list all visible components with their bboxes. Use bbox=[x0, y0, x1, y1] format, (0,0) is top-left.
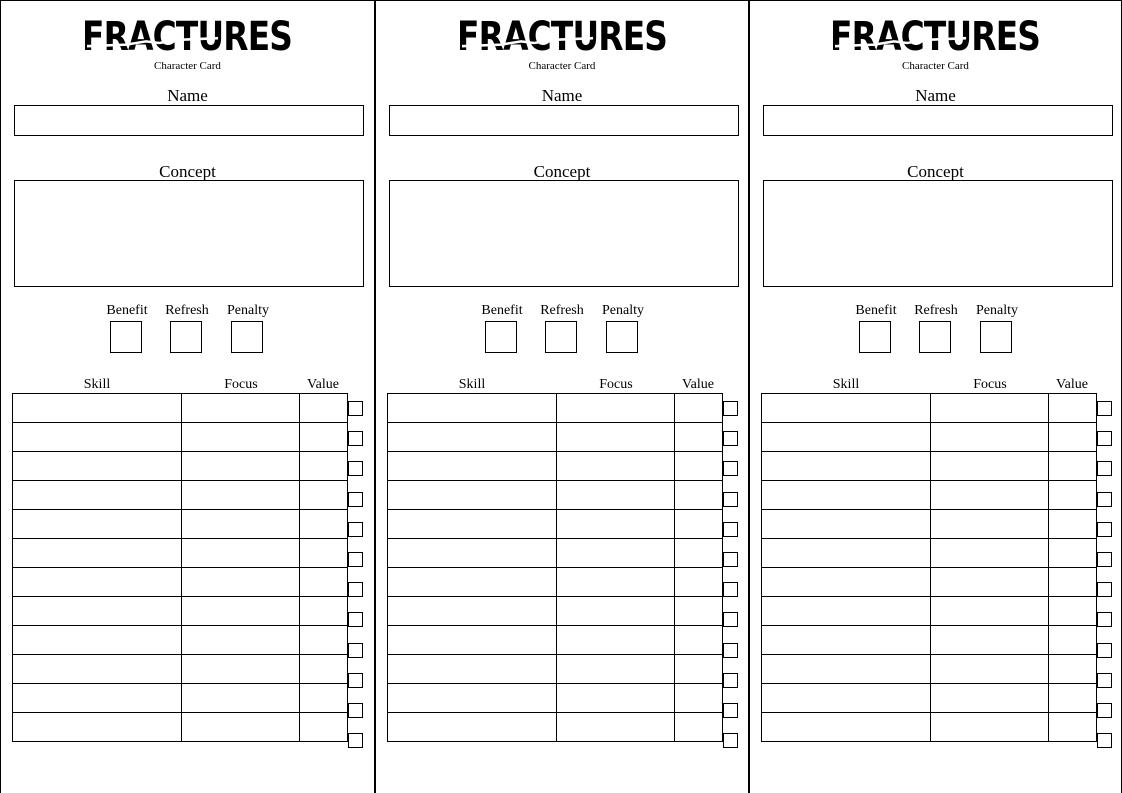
skill-row bbox=[762, 510, 1097, 539]
row-checkbox[interactable] bbox=[1097, 582, 1112, 597]
skill-cell[interactable] bbox=[388, 481, 557, 510]
value-cell[interactable] bbox=[1049, 452, 1097, 481]
refresh-box[interactable] bbox=[545, 321, 577, 353]
concept-label: Concept bbox=[159, 162, 216, 181]
row-checkbox[interactable] bbox=[723, 582, 738, 597]
penalty-label: Penalty bbox=[976, 303, 1018, 318]
value-cell[interactable] bbox=[1049, 394, 1097, 423]
skill-row bbox=[762, 539, 1097, 568]
row-checkbox[interactable] bbox=[348, 733, 363, 748]
concept-label: Concept bbox=[907, 162, 964, 181]
skill-table bbox=[12, 393, 348, 742]
value-cell[interactable] bbox=[300, 423, 348, 452]
skill-row bbox=[13, 452, 348, 481]
skill-column-header: Skill bbox=[83, 377, 111, 392]
concept-field[interactable] bbox=[763, 180, 1113, 287]
focus-cell[interactable] bbox=[557, 481, 675, 510]
row-checkbox[interactable] bbox=[723, 401, 738, 416]
skill-row bbox=[13, 539, 348, 568]
value-cell[interactable] bbox=[675, 481, 723, 510]
row-checkboxes bbox=[348, 401, 363, 763]
value-cell[interactable] bbox=[1049, 568, 1097, 597]
skill-row bbox=[388, 452, 723, 481]
skill-column-header: Skill bbox=[832, 377, 860, 392]
focus-cell[interactable] bbox=[931, 655, 1049, 684]
skill-row bbox=[762, 394, 1097, 423]
value-cell[interactable] bbox=[1049, 626, 1097, 655]
skill-row bbox=[13, 626, 348, 655]
name-label: Name bbox=[915, 86, 956, 105]
skill-row bbox=[13, 684, 348, 713]
skill-row bbox=[388, 510, 723, 539]
focus-cell[interactable] bbox=[557, 684, 675, 713]
row-checkbox[interactable] bbox=[1097, 673, 1112, 688]
skill-row bbox=[13, 655, 348, 684]
value-cell[interactable] bbox=[675, 452, 723, 481]
skill-cell[interactable] bbox=[762, 539, 931, 568]
refresh-label: Refresh bbox=[165, 303, 209, 318]
row-checkbox[interactable] bbox=[1097, 612, 1112, 627]
skill-row bbox=[13, 713, 348, 742]
skill-cell[interactable] bbox=[13, 539, 182, 568]
value-cell[interactable] bbox=[1049, 655, 1097, 684]
row-checkbox[interactable] bbox=[723, 703, 738, 718]
row-checkbox[interactable] bbox=[1097, 401, 1112, 416]
skill-row bbox=[388, 539, 723, 568]
skill-row bbox=[762, 684, 1097, 713]
row-checkbox[interactable] bbox=[1097, 703, 1112, 718]
logo-crack-line bbox=[87, 38, 218, 46]
focus-cell[interactable] bbox=[182, 684, 300, 713]
skill-row bbox=[13, 597, 348, 626]
skill-column-header: Skill bbox=[458, 377, 486, 392]
skill-cell[interactable] bbox=[13, 423, 182, 452]
skill-row bbox=[388, 423, 723, 452]
name-field[interactable] bbox=[763, 105, 1113, 136]
skill-row bbox=[762, 423, 1097, 452]
value-cell[interactable] bbox=[1049, 481, 1097, 510]
value-cell[interactable] bbox=[675, 626, 723, 655]
skill-row bbox=[388, 394, 723, 423]
skill-cell[interactable] bbox=[13, 481, 182, 510]
focus-column-header: Focus bbox=[224, 377, 258, 392]
row-checkbox[interactable] bbox=[1097, 643, 1112, 658]
skill-row bbox=[762, 626, 1097, 655]
skill-row bbox=[388, 713, 723, 742]
focus-cell[interactable] bbox=[182, 481, 300, 510]
row-checkbox[interactable] bbox=[723, 431, 738, 446]
focus-column-header: Focus bbox=[599, 377, 633, 392]
skill-cell[interactable] bbox=[13, 655, 182, 684]
skill-cell[interactable] bbox=[762, 481, 931, 510]
focus-cell[interactable] bbox=[931, 713, 1049, 742]
focus-cell[interactable] bbox=[557, 539, 675, 568]
value-cell[interactable] bbox=[1049, 684, 1097, 713]
focus-cell[interactable] bbox=[931, 423, 1049, 452]
row-checkbox[interactable] bbox=[723, 552, 738, 567]
row-checkbox[interactable] bbox=[348, 431, 363, 446]
skill-table bbox=[387, 393, 723, 742]
character-card bbox=[748, 0, 1122, 793]
row-checkbox[interactable] bbox=[723, 522, 738, 537]
value-cell[interactable] bbox=[300, 597, 348, 626]
value-cell[interactable] bbox=[300, 394, 348, 423]
row-checkbox[interactable] bbox=[348, 673, 363, 688]
name-field[interactable] bbox=[389, 105, 739, 136]
skill-cell[interactable] bbox=[762, 568, 931, 597]
skill-cell[interactable] bbox=[388, 394, 557, 423]
row-checkbox[interactable] bbox=[348, 582, 363, 597]
logo-title: FRACTURES bbox=[82, 14, 293, 60]
focus-cell[interactable] bbox=[557, 626, 675, 655]
benefit-box[interactable] bbox=[859, 321, 891, 353]
row-checkbox[interactable] bbox=[348, 552, 363, 567]
refresh-box[interactable] bbox=[170, 321, 202, 353]
skill-cell[interactable] bbox=[388, 655, 557, 684]
penalty-box[interactable] bbox=[980, 321, 1012, 353]
value-cell[interactable] bbox=[675, 684, 723, 713]
skill-cell[interactable] bbox=[388, 452, 557, 481]
skill-row bbox=[762, 655, 1097, 684]
skill-cell[interactable] bbox=[388, 568, 557, 597]
value-cell[interactable] bbox=[675, 568, 723, 597]
value-cell[interactable] bbox=[300, 452, 348, 481]
value-cell[interactable] bbox=[300, 510, 348, 539]
focus-cell[interactable] bbox=[931, 539, 1049, 568]
skill-cell[interactable] bbox=[762, 452, 931, 481]
row-checkboxes bbox=[723, 401, 738, 763]
value-cell[interactable] bbox=[675, 597, 723, 626]
penalty-label: Penalty bbox=[227, 303, 269, 318]
value-cell[interactable] bbox=[1049, 539, 1097, 568]
logo-crack-line bbox=[835, 38, 966, 46]
benefit-box[interactable] bbox=[110, 321, 142, 353]
concept-field[interactable] bbox=[389, 180, 739, 287]
refresh-label: Refresh bbox=[914, 303, 958, 318]
skill-cell[interactable] bbox=[13, 568, 182, 597]
focus-cell[interactable] bbox=[557, 713, 675, 742]
row-checkbox[interactable] bbox=[1097, 492, 1112, 507]
skill-cell[interactable] bbox=[13, 452, 182, 481]
value-cell[interactable] bbox=[300, 655, 348, 684]
name-label: Name bbox=[167, 86, 208, 105]
focus-cell[interactable] bbox=[182, 510, 300, 539]
skill-cell[interactable] bbox=[762, 423, 931, 452]
character-card bbox=[374, 0, 748, 793]
row-checkbox[interactable] bbox=[348, 492, 363, 507]
focus-cell[interactable] bbox=[931, 452, 1049, 481]
row-checkboxes bbox=[1097, 401, 1112, 763]
focus-cell[interactable] bbox=[557, 423, 675, 452]
value-cell[interactable] bbox=[675, 655, 723, 684]
skill-cell[interactable] bbox=[13, 510, 182, 539]
row-checkbox[interactable] bbox=[348, 522, 363, 537]
value-cell[interactable] bbox=[675, 713, 723, 742]
focus-cell[interactable] bbox=[557, 394, 675, 423]
value-cell[interactable] bbox=[300, 684, 348, 713]
focus-cell[interactable] bbox=[557, 655, 675, 684]
skill-row bbox=[762, 568, 1097, 597]
row-checkbox[interactable] bbox=[348, 643, 363, 658]
concept-label: Concept bbox=[533, 162, 591, 181]
skill-cell[interactable] bbox=[762, 394, 931, 423]
row-checkbox[interactable] bbox=[348, 401, 363, 416]
skill-cell[interactable] bbox=[388, 539, 557, 568]
row-checkbox[interactable] bbox=[723, 461, 738, 476]
focus-cell[interactable] bbox=[182, 539, 300, 568]
focus-cell[interactable] bbox=[182, 423, 300, 452]
skill-row bbox=[13, 481, 348, 510]
skill-cell[interactable] bbox=[388, 713, 557, 742]
skill-row bbox=[13, 568, 348, 597]
character-card bbox=[0, 0, 374, 793]
focus-cell[interactable] bbox=[182, 452, 300, 481]
row-checkbox[interactable] bbox=[723, 643, 738, 658]
value-cell[interactable] bbox=[675, 510, 723, 539]
logo-title: FRACTURES bbox=[830, 14, 1041, 60]
logo-subtitle: Character Card bbox=[154, 60, 221, 72]
logo-crack-line bbox=[462, 38, 593, 46]
focus-cell[interactable] bbox=[931, 684, 1049, 713]
focus-cell[interactable] bbox=[182, 597, 300, 626]
benefit-label: Benefit bbox=[106, 303, 148, 318]
logo-subtitle: Character Card bbox=[528, 60, 596, 72]
logo-crack-mark bbox=[462, 35, 593, 51]
skill-row bbox=[762, 452, 1097, 481]
row-checkbox[interactable] bbox=[723, 612, 738, 627]
skill-row bbox=[13, 510, 348, 539]
value-column-header: Value bbox=[682, 377, 714, 392]
focus-cell[interactable] bbox=[182, 713, 300, 742]
row-checkbox[interactable] bbox=[348, 461, 363, 476]
logo-subtitle: Character Card bbox=[902, 60, 969, 72]
focus-cell[interactable] bbox=[182, 568, 300, 597]
skill-cell[interactable] bbox=[13, 713, 182, 742]
skill-table bbox=[761, 393, 1097, 742]
logo-title: FRACTURES bbox=[456, 14, 668, 60]
skill-cell[interactable] bbox=[13, 394, 182, 423]
row-checkbox[interactable] bbox=[348, 703, 363, 718]
skill-cell[interactable] bbox=[13, 684, 182, 713]
penalty-box[interactable] bbox=[231, 321, 263, 353]
value-cell[interactable] bbox=[1049, 423, 1097, 452]
row-checkbox[interactable] bbox=[723, 673, 738, 688]
skill-cell[interactable] bbox=[762, 655, 931, 684]
value-cell[interactable] bbox=[675, 423, 723, 452]
refresh-box[interactable] bbox=[919, 321, 951, 353]
skill-row bbox=[388, 684, 723, 713]
refresh-label: Refresh bbox=[540, 303, 584, 318]
skill-row bbox=[388, 568, 723, 597]
value-cell[interactable] bbox=[675, 539, 723, 568]
focus-cell[interactable] bbox=[557, 452, 675, 481]
skill-row bbox=[388, 626, 723, 655]
skill-cell[interactable] bbox=[388, 684, 557, 713]
value-cell[interactable] bbox=[1049, 597, 1097, 626]
skill-cell[interactable] bbox=[762, 597, 931, 626]
skill-cell[interactable] bbox=[762, 510, 931, 539]
logo-crack-mark bbox=[835, 35, 966, 51]
fractures-logo bbox=[376, 14, 748, 77]
skill-cell[interactable] bbox=[388, 423, 557, 452]
value-cell[interactable] bbox=[1049, 510, 1097, 539]
skill-row bbox=[762, 597, 1097, 626]
skill-cell[interactable] bbox=[762, 626, 931, 655]
skill-cell[interactable] bbox=[388, 510, 557, 539]
focus-cell[interactable] bbox=[931, 568, 1049, 597]
focus-cell[interactable] bbox=[182, 626, 300, 655]
row-checkbox[interactable] bbox=[1097, 431, 1112, 446]
value-column-header: Value bbox=[1056, 377, 1088, 392]
value-cell[interactable] bbox=[300, 481, 348, 510]
skill-row bbox=[388, 655, 723, 684]
concept-field[interactable] bbox=[14, 180, 364, 287]
skill-cell[interactable] bbox=[388, 626, 557, 655]
skill-cell[interactable] bbox=[762, 713, 931, 742]
value-cell[interactable] bbox=[300, 713, 348, 742]
penalty-box[interactable] bbox=[606, 321, 638, 353]
focus-cell[interactable] bbox=[182, 655, 300, 684]
row-checkbox[interactable] bbox=[1097, 461, 1112, 476]
focus-cell[interactable] bbox=[931, 510, 1049, 539]
skill-row bbox=[388, 481, 723, 510]
logo-crack-mark bbox=[87, 35, 218, 51]
skill-cell[interactable] bbox=[13, 597, 182, 626]
focus-column-header: Focus bbox=[973, 377, 1007, 392]
skill-row bbox=[13, 394, 348, 423]
row-checkbox[interactable] bbox=[723, 492, 738, 507]
value-cell[interactable] bbox=[1049, 713, 1097, 742]
focus-cell[interactable] bbox=[557, 510, 675, 539]
fractures-logo bbox=[1, 14, 374, 77]
focus-cell[interactable] bbox=[182, 394, 300, 423]
skill-row bbox=[13, 423, 348, 452]
focus-cell[interactable] bbox=[931, 481, 1049, 510]
benefit-label: Benefit bbox=[855, 303, 897, 318]
fractures-logo bbox=[750, 14, 1121, 77]
focus-cell[interactable] bbox=[557, 597, 675, 626]
skill-row bbox=[388, 597, 723, 626]
skill-cell[interactable] bbox=[13, 626, 182, 655]
row-checkbox[interactable] bbox=[1097, 733, 1112, 748]
focus-cell[interactable] bbox=[931, 394, 1049, 423]
value-cell[interactable] bbox=[300, 568, 348, 597]
skill-cell[interactable] bbox=[388, 597, 557, 626]
value-cell[interactable] bbox=[300, 539, 348, 568]
benefit-label: Benefit bbox=[481, 303, 523, 318]
focus-cell[interactable] bbox=[557, 568, 675, 597]
row-checkbox[interactable] bbox=[1097, 522, 1112, 537]
value-cell[interactable] bbox=[300, 626, 348, 655]
benefit-box[interactable] bbox=[485, 321, 517, 353]
name-label: Name bbox=[541, 86, 583, 105]
skill-row bbox=[762, 481, 1097, 510]
row-checkbox[interactable] bbox=[723, 733, 738, 748]
value-cell[interactable] bbox=[675, 394, 723, 423]
name-field[interactable] bbox=[14, 105, 364, 136]
skill-row bbox=[762, 713, 1097, 742]
penalty-label: Penalty bbox=[602, 303, 644, 318]
row-checkbox[interactable] bbox=[1097, 552, 1112, 567]
skill-cell[interactable] bbox=[762, 684, 931, 713]
focus-cell[interactable] bbox=[931, 626, 1049, 655]
row-checkbox[interactable] bbox=[348, 612, 363, 627]
focus-cell[interactable] bbox=[931, 597, 1049, 626]
value-column-header: Value bbox=[307, 377, 339, 392]
